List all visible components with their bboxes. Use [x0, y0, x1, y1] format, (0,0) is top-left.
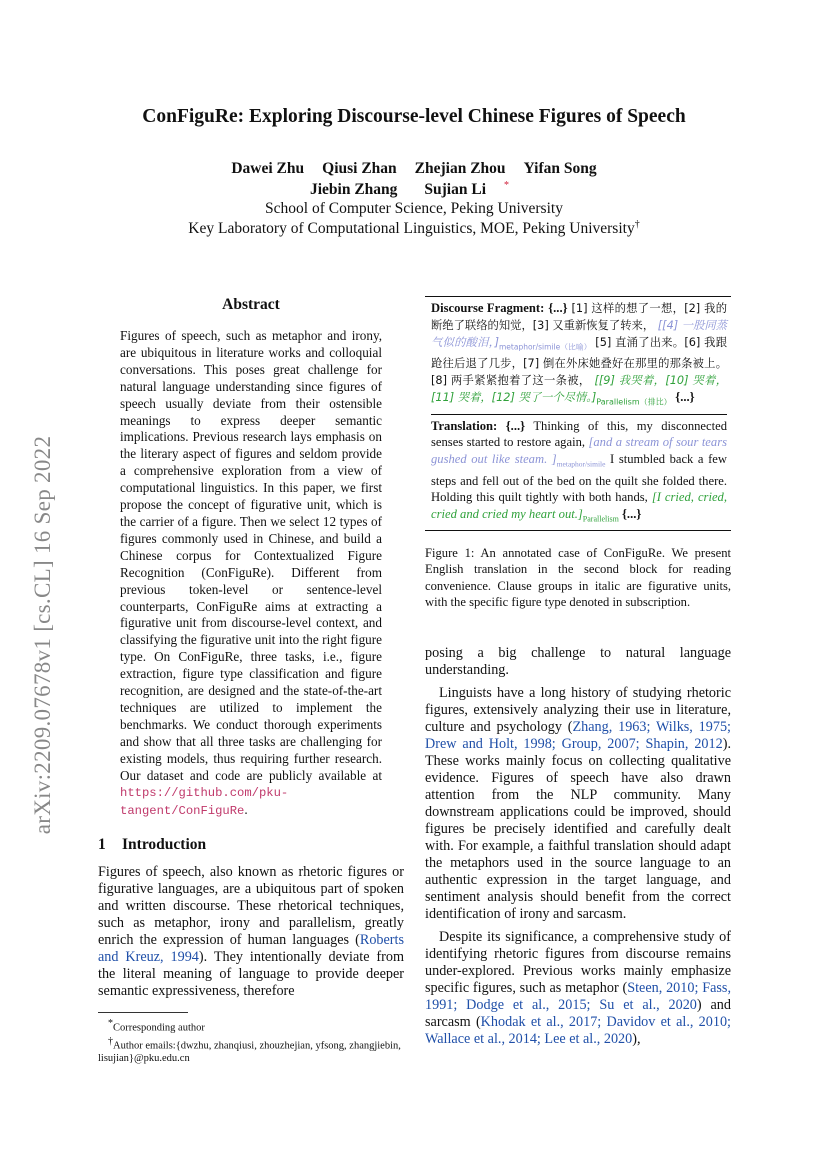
right-column: [425, 296, 731, 1048]
authors-row-1: [100, 160, 728, 178]
intro-continuation: [425, 645, 731, 1048]
abstract-text: Figures of speech, such as metaphor and irony, are ubiquitous in literature works and colloquial conversations. This poses great challenge for natural language understanding since figures of speech usually deviate from their ostensible meanings to express deeper semantic implications. Previous research lays emphasis on the literary aspect of figures and seldom provide a comprehensive exploration from a view of computational linguistics. In this paper, we first propose the concept of figurative unit, which is the carrier of a figure. Then we select 12 types of figures commonly used in Chinese, and build a Chinese corpus for Contextualized Figure Recognition (ConFiguRe). Different from previous token-level or sentence-level counterparts, ConFiguRe aims at extracting a figurative unit from discourse-level context, and classifying the figurative unit into the right figure type. On ConFiguRe, three tasks, i.e., figure extraction, figure type classification and figure recognition, are designed and the state-of-the-art techniques are utilized to implement the benchmarks. We conduct thorough experiments and show that all three tasks are challenging for existing models, thus requiring further research. Our dataset and code are publicly available at https://github.com/pku-tangent/ConFiguRe.: [120, 328, 382, 819]
corresponding-mark: *: [504, 180, 510, 191]
footnote-corresponding: *Corresponding author: [108, 1018, 205, 1034]
footnote-emails: †Author emails:{dwzhu, zhanqiusi, zhouzhejian, yfsong, zhangjiebin, lisujian}@pku.edu.cn: [98, 1035, 401, 1065]
author-name: Yifan Song: [523, 160, 597, 177]
affiliation-2: Key Laboratory of Computational Linguistics, MOE, Peking University†: [188, 219, 640, 238]
section-heading-introduction: 1 Introduction: [98, 836, 207, 854]
figure-1-box: [425, 296, 731, 531]
paper-title: ConFiguRe: Exploring Discourse-level Chinese Figures of Speech: [142, 106, 686, 127]
paragraph: posing a big challenge to natural language understanding.: [425, 644, 731, 678]
dataset-link[interactable]: https://github.com/pku-tangent/ConFiguRe: [120, 786, 289, 819]
translation-block: Translation: {...} Thinking of this, my disconnected senses started to restore again, [and a stream of sour tears gushed out like steam. ]$_{metaphor/simile}$ I stumbled back a few steps and fell out of the bed on the quilt she folded there. Holding this quilt tightly with both hands, [I cried, cried, cried and cried my heart $out.]_{Parallelism}$ {...}: [431, 418, 728, 524]
abstract-heading: Abstract: [222, 296, 280, 313]
author-name: Zhejian Zhou: [414, 160, 506, 177]
figurative-unit-metaphor: [[4] 一股同蒸气似的酸泪，]: [431, 319, 727, 349]
author-name: Dawei Zhu: [231, 160, 305, 177]
author-name: Jiebin Zhang: [309, 181, 398, 199]
figure-caption: Figure 1: An annotated case of ConFiguRe. We present English translation in the second block for reading convenience. Clause groups in italic are figurative units, with the specific figure type denoted in subscription.: [425, 545, 731, 610]
figurative-unit-metaphor-en: [and a stream of sour tears gushed out like steam. ]: [431, 435, 728, 466]
figurative-unit-parallelism: [[9] 我哭着，[10] 哭着，[11] 哭着，[12] 哭了一个尽情。]: [431, 374, 727, 405]
figurative-unit-parallelism-en: [I cried, cried, cried and cried my heart out.]: [431, 490, 727, 521]
affiliation-1: School of Computer Science, Peking University: [265, 200, 563, 217]
citation-link[interactable]: Khodak et al., 2017; Davidov et al., 2010; Wallace et al., 2014; Lee et al., 2020: [425, 1013, 731, 1047]
arxiv-stamp: arXiv:2209.07678v1 [cs.CL] 16 Sep 2022: [30, 435, 55, 835]
figure-divider: [431, 414, 727, 415]
citation-link[interactable]: Roberts and Kreuz, 1994: [98, 932, 404, 966]
paragraph: Linguists have a long history of studying rhetoric figures, extensively analyzing their use in literature, culture and psychology (Zhang, 1963; Wilks, 1975; Drew and Holt, 1998; Group, 2007; Shapin, 2012). These works mainly focus on collecting qualitative evidence. Figures of speech have also drawn attention from the NLP community. Many downstream applications could be improved, should figures be precisely identified and carefully dealt with. For example, a faithful translation should adapt the metaphors used in the source language to an authentic expression in the target language, and sentiment analysis should benefit from the correct identification of irony and sarcasm.: [425, 684, 731, 922]
intro-paragraph: Figures of speech, also known as rhetoric figures or figurative languages, are a ubiquitous part of spoken and written discourse. These rhetorical techniques, such as metaphor, irony and parallelism, greatly enrich the expression of human languages (Roberts and Kreuz, 1994). They intentionally deviate from the literal meaning of language to provide deeper semantic expressiveness, therefore: [98, 864, 404, 1000]
left-column: [98, 296, 404, 1065]
discourse-fragment: Discourse Fragment: {...} [1] 这样的想了一想，[2] 我的断绝了联络的知觉，[3] 又重新恢复了转来， [[4] 一股同蒸气似的酸泪，]$_{metaphor/simile(比喻)}$ [5] 直涌了出来。[6] 我跟跄往后退了几步，[7] 倒在外床她叠好在那里的那条被上。[8] 两手紧紧抱着了这一条被， [[9] 我哭着，[10] 哭着，[11] 哭着，[12] 哭了一个尽情。]$_{Parallelism(排比)}$ {...}: [431, 301, 728, 407]
author-name: Sujian Li *: [424, 180, 510, 199]
paragraph: Despite its significance, a comprehensive study of identifying rhetoric figures from discourse remains under-explored. Previous works mainly emphasize specific figures, such as metaphor (Steen, 2010; Fass, 1991; Dodge et al., 2015; Su et al., 2020) and sarcasm (Khodak et al., 2017; Davidov et al., 2010; Wallace et al., 2014; Lee et al., 2020),: [425, 928, 731, 1047]
authors-row-2: [100, 180, 728, 199]
author-name: Qiusi Zhan: [322, 160, 397, 177]
footnote-divider: [98, 1012, 188, 1013]
citation-link[interactable]: Steen, 2010; Fass, 1991; Dodge et al., 2015; Su et al., 2020: [425, 979, 731, 1013]
citation-link[interactable]: Zhang, 1963; Wilks, 1975; Drew and Holt, 1998; Group, 2007; Shapin, 2012: [425, 718, 731, 752]
